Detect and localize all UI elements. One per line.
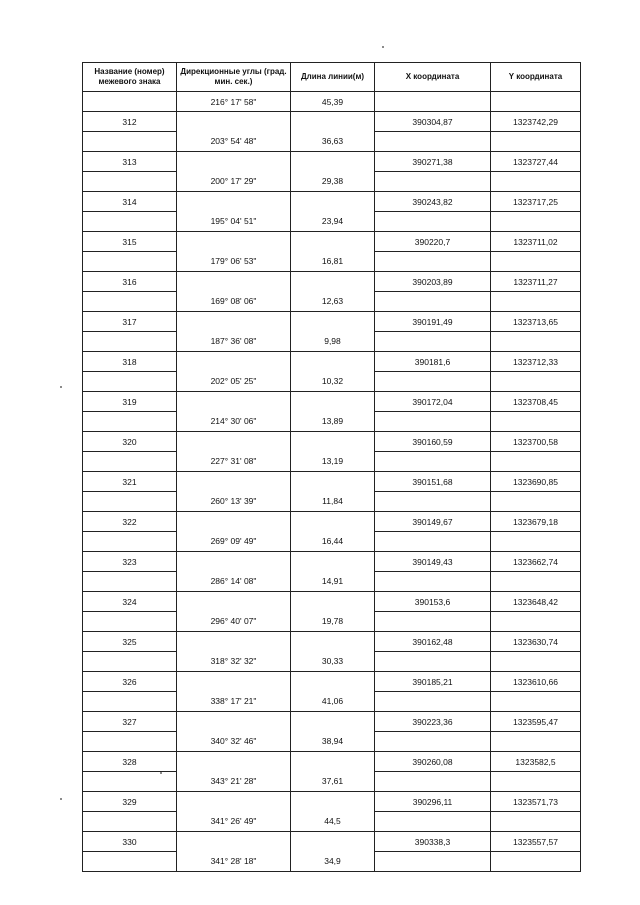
cell-x: 390243,82: [375, 192, 491, 212]
cell-name: 330: [83, 832, 177, 852]
point-row: [83, 472, 581, 492]
cell-length: 30,33: [291, 652, 375, 672]
cell-length: [291, 752, 375, 772]
cell-angle: [177, 712, 291, 732]
point-row: [83, 192, 581, 212]
line-row: [83, 372, 581, 392]
cell-length: [291, 392, 375, 412]
point-row: [83, 432, 581, 452]
cell-angle: [177, 272, 291, 292]
cell-name: [83, 492, 177, 512]
cell-name: 329: [83, 792, 177, 812]
cell-name: 325: [83, 632, 177, 652]
cell-x: 390149,67: [375, 512, 491, 532]
cell-angle: 338° 17' 21": [177, 692, 291, 712]
cell-x: 390185,21: [375, 672, 491, 692]
cell-x: 390151,68: [375, 472, 491, 492]
cell-y: 1323708,45: [491, 392, 581, 412]
cell-x: [375, 412, 491, 432]
cell-y: 1323630,74: [491, 632, 581, 652]
cell-x: [375, 532, 491, 552]
cell-x: 390304,87: [375, 112, 491, 132]
table-body: [83, 92, 581, 872]
cell-y: 1323712,33: [491, 352, 581, 372]
cell-y: 1323557,57: [491, 832, 581, 852]
cell-length: 13,89: [291, 412, 375, 432]
line-row: [83, 292, 581, 312]
cell-angle: [177, 112, 291, 132]
cell-name: [83, 852, 177, 872]
point-row: [83, 392, 581, 412]
cell-name: 321: [83, 472, 177, 492]
cell-x: 390338,3: [375, 832, 491, 852]
cell-x: [375, 612, 491, 632]
cell-angle: 269° 09' 49": [177, 532, 291, 552]
point-row: [83, 112, 581, 132]
cell-length: 29,38: [291, 172, 375, 192]
cell-name: 318: [83, 352, 177, 372]
cell-y: [491, 732, 581, 752]
cell-length: [291, 712, 375, 732]
cell-x: [375, 372, 491, 392]
cell-angle: [177, 192, 291, 212]
cell-length: 12,63: [291, 292, 375, 312]
cell-name: [83, 252, 177, 272]
cell-length: [291, 312, 375, 332]
line-row: [83, 332, 581, 352]
header-angle: Дирекционные углы (град. мин. сек.): [177, 63, 291, 92]
cell-length: [291, 272, 375, 292]
point-row: [83, 672, 581, 692]
cell-length: [291, 112, 375, 132]
cell-y: [491, 492, 581, 512]
cell-angle: 195° 04' 51": [177, 212, 291, 232]
cell-y: 1323700,58: [491, 432, 581, 452]
cell-name: [83, 92, 177, 112]
cell-name: 319: [83, 392, 177, 412]
cell-angle: 318° 32' 32": [177, 652, 291, 672]
cell-y: [491, 372, 581, 392]
boundary-coordinates-table: [82, 62, 581, 872]
cell-y: 1323711,02: [491, 232, 581, 252]
cell-x: 390160,59: [375, 432, 491, 452]
cell-x: 390162,48: [375, 632, 491, 652]
cell-x: [375, 812, 491, 832]
cell-angle: [177, 832, 291, 852]
line-row: [83, 252, 581, 272]
cell-name: 320: [83, 432, 177, 452]
cell-length: [291, 672, 375, 692]
cell-length: [291, 592, 375, 612]
cell-angle: [177, 152, 291, 172]
cell-y: [491, 252, 581, 272]
point-row: [83, 712, 581, 732]
cell-length: [291, 552, 375, 572]
scan-speck: [382, 46, 384, 48]
cell-angle: 179° 06' 53": [177, 252, 291, 272]
cell-x: 390172,04: [375, 392, 491, 412]
cell-y: [491, 132, 581, 152]
cell-x: [375, 252, 491, 272]
cell-angle: [177, 552, 291, 572]
point-row: [83, 792, 581, 812]
cell-name: 317: [83, 312, 177, 332]
cell-name: [83, 132, 177, 152]
cell-name: [83, 452, 177, 472]
cell-name: [83, 212, 177, 232]
cell-angle: 187° 36' 08": [177, 332, 291, 352]
cell-y: [491, 692, 581, 712]
point-row: [83, 272, 581, 292]
cell-y: 1323679,18: [491, 512, 581, 532]
cell-y: [491, 852, 581, 872]
line-row: [83, 572, 581, 592]
cell-y: 1323582,5: [491, 752, 581, 772]
line-row: [83, 732, 581, 752]
cell-x: [375, 92, 491, 112]
header-row: [83, 63, 581, 92]
cell-angle: [177, 752, 291, 772]
cell-angle: [177, 432, 291, 452]
cell-y: 1323717,25: [491, 192, 581, 212]
cell-x: 390203,89: [375, 272, 491, 292]
cell-name: [83, 772, 177, 792]
cell-length: 10,32: [291, 372, 375, 392]
cell-length: [291, 152, 375, 172]
cell-name: [83, 812, 177, 832]
cell-angle: [177, 472, 291, 492]
cell-length: [291, 232, 375, 252]
cell-x: [375, 652, 491, 672]
cell-y: 1323610,66: [491, 672, 581, 692]
cell-angle: 296° 40' 07": [177, 612, 291, 632]
point-row: [83, 512, 581, 532]
cell-name: [83, 332, 177, 352]
line-row: [83, 492, 581, 512]
cell-x: [375, 692, 491, 712]
cell-x: 390271,38: [375, 152, 491, 172]
cell-angle: 341° 26' 49": [177, 812, 291, 832]
cell-name: [83, 612, 177, 632]
cell-y: [491, 292, 581, 312]
cell-length: 9,98: [291, 332, 375, 352]
cell-x: 390153,6: [375, 592, 491, 612]
table-header: [83, 63, 581, 92]
cell-name: [83, 292, 177, 312]
cell-length: 41,06: [291, 692, 375, 712]
cell-y: [491, 532, 581, 552]
cell-angle: 286° 14' 08": [177, 572, 291, 592]
point-row: [83, 632, 581, 652]
cell-angle: 340° 32' 46": [177, 732, 291, 752]
cell-name: 327: [83, 712, 177, 732]
cell-angle: 343° 21' 28": [177, 772, 291, 792]
header-x: X координата: [375, 63, 491, 92]
cell-length: 38,94: [291, 732, 375, 752]
cell-x: 390260,08: [375, 752, 491, 772]
cell-angle: 227° 31' 08": [177, 452, 291, 472]
cell-angle: 200° 17' 29": [177, 172, 291, 192]
line-row: [83, 212, 581, 232]
line-row: [83, 172, 581, 192]
cell-length: [291, 352, 375, 372]
cell-x: [375, 292, 491, 312]
cell-name: 322: [83, 512, 177, 532]
cell-angle: [177, 392, 291, 412]
line-row: [83, 612, 581, 632]
cell-name: 326: [83, 672, 177, 692]
cell-angle: [177, 672, 291, 692]
cell-name: 315: [83, 232, 177, 252]
scan-speck: [60, 386, 62, 388]
cell-name: 324: [83, 592, 177, 612]
scan-speck: [60, 798, 62, 800]
cell-y: 1323571,73: [491, 792, 581, 812]
cell-x: 390149,43: [375, 552, 491, 572]
point-row: [83, 312, 581, 332]
cell-y: 1323711,27: [491, 272, 581, 292]
cell-y: [491, 572, 581, 592]
cell-length: [291, 632, 375, 652]
cell-name: 316: [83, 272, 177, 292]
cell-y: 1323648,42: [491, 592, 581, 612]
cell-angle: 341° 28' 18": [177, 852, 291, 872]
cell-y: [491, 612, 581, 632]
cell-angle: [177, 512, 291, 532]
cell-name: 312: [83, 112, 177, 132]
line-row: [83, 132, 581, 152]
cell-angle: [177, 232, 291, 252]
cell-y: 1323690,85: [491, 472, 581, 492]
cell-angle: 216° 17' 58": [177, 92, 291, 112]
cell-angle: 214° 30' 06": [177, 412, 291, 432]
cell-angle: [177, 792, 291, 812]
cell-x: 390220,7: [375, 232, 491, 252]
cell-x: [375, 772, 491, 792]
cell-x: [375, 492, 491, 512]
cell-length: 23,94: [291, 212, 375, 232]
cell-name: [83, 532, 177, 552]
cell-y: [491, 92, 581, 112]
cell-angle: [177, 312, 291, 332]
cell-x: 390296,11: [375, 792, 491, 812]
cell-x: [375, 572, 491, 592]
cell-name: 313: [83, 152, 177, 172]
cell-length: 11,84: [291, 492, 375, 512]
cell-y: 1323742,29: [491, 112, 581, 132]
cell-length: [291, 512, 375, 532]
cell-y: [491, 172, 581, 192]
cell-length: 19,78: [291, 612, 375, 632]
cell-length: 45,39: [291, 92, 375, 112]
cell-x: 390191,49: [375, 312, 491, 332]
cell-x: 390181,6: [375, 352, 491, 372]
cell-length: [291, 432, 375, 452]
line-row: [83, 812, 581, 832]
cell-angle: 260° 13' 39": [177, 492, 291, 512]
cell-x: [375, 452, 491, 472]
line-row: [83, 652, 581, 672]
cell-name: 323: [83, 552, 177, 572]
cell-y: 1323727,44: [491, 152, 581, 172]
cell-name: [83, 732, 177, 752]
cell-name: [83, 172, 177, 192]
cell-y: 1323595,47: [491, 712, 581, 732]
cell-y: [491, 452, 581, 472]
cell-length: [291, 792, 375, 812]
header-length: Длина линии(м): [291, 63, 375, 92]
cell-length: 16,81: [291, 252, 375, 272]
point-row: [83, 832, 581, 852]
cell-y: [491, 332, 581, 352]
cell-angle: [177, 592, 291, 612]
cell-y: [491, 812, 581, 832]
cell-x: [375, 212, 491, 232]
cell-y: 1323662,74: [491, 552, 581, 572]
cell-angle: [177, 352, 291, 372]
point-row: [83, 752, 581, 772]
point-row: [83, 552, 581, 572]
scan-speck: [160, 772, 162, 774]
cell-length: 14,91: [291, 572, 375, 592]
cell-angle: 202° 05' 25": [177, 372, 291, 392]
cell-name: 328: [83, 752, 177, 772]
cell-x: [375, 732, 491, 752]
cell-length: [291, 472, 375, 492]
point-row: [83, 352, 581, 372]
cell-name: [83, 412, 177, 432]
line-row: [83, 532, 581, 552]
header-name: Название (номер) межевого знака: [83, 63, 177, 92]
line-row: [83, 452, 581, 472]
point-row: [83, 232, 581, 252]
cell-name: [83, 372, 177, 392]
cell-length: 13,19: [291, 452, 375, 472]
line-row: [83, 692, 581, 712]
point-row: [83, 152, 581, 172]
line-row: [83, 772, 581, 792]
cell-y: [491, 212, 581, 232]
cell-x: [375, 172, 491, 192]
cell-y: [491, 412, 581, 432]
cell-x: [375, 332, 491, 352]
line-row: [83, 92, 581, 112]
cell-length: [291, 832, 375, 852]
cell-length: 44,5: [291, 812, 375, 832]
cell-length: 36,63: [291, 132, 375, 152]
cell-y: 1323713,65: [491, 312, 581, 332]
point-row: [83, 592, 581, 612]
line-row: [83, 412, 581, 432]
cell-angle: 203° 54' 48": [177, 132, 291, 152]
cell-name: 314: [83, 192, 177, 212]
cell-length: 16,44: [291, 532, 375, 552]
cell-x: 390223,36: [375, 712, 491, 732]
cell-y: [491, 652, 581, 672]
cell-x: [375, 852, 491, 872]
cell-name: [83, 652, 177, 672]
cell-length: [291, 192, 375, 212]
cell-length: 37,61: [291, 772, 375, 792]
header-y: Y координата: [491, 63, 581, 92]
cell-name: [83, 572, 177, 592]
cell-length: 34,9: [291, 852, 375, 872]
cell-angle: [177, 632, 291, 652]
cell-y: [491, 772, 581, 792]
cell-angle: 169° 08' 06": [177, 292, 291, 312]
line-row: [83, 852, 581, 872]
cell-name: [83, 692, 177, 712]
cell-x: [375, 132, 491, 152]
